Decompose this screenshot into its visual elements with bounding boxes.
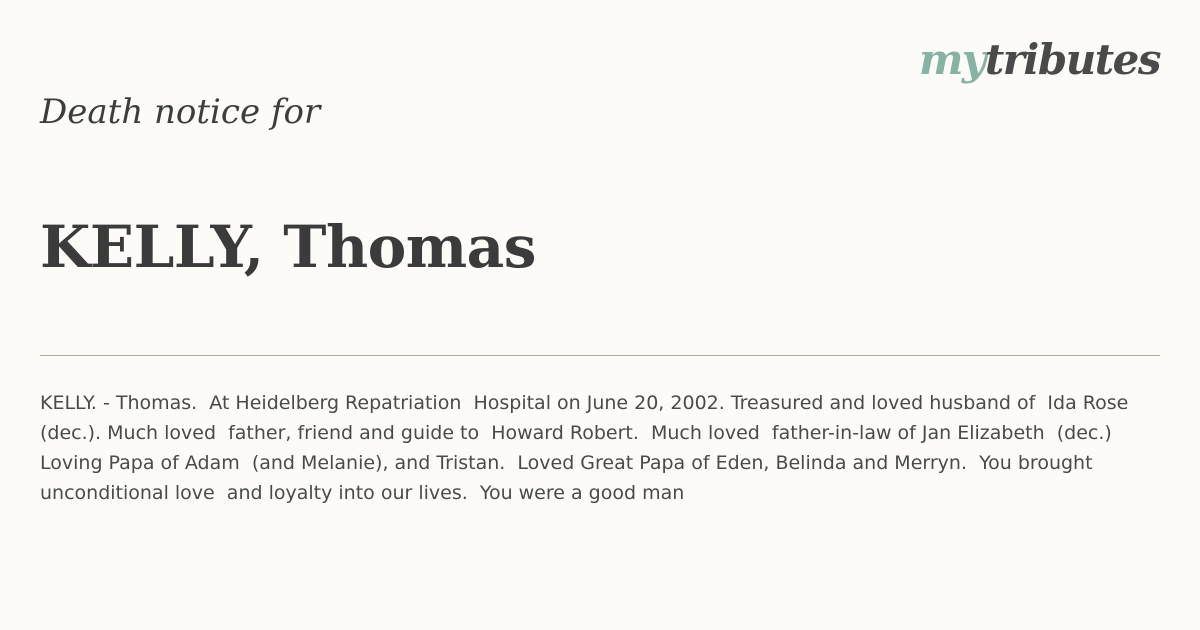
logo-tributes-text: tributes [984,35,1160,84]
mytributes-logo[interactable] [919,32,1160,88]
logo-my-text: my [918,35,985,84]
deceased-name: KELLY, Thomas [40,213,536,281]
death-notice-heading: Death notice for [40,92,321,132]
divider [40,355,1160,356]
notice-text: KELLY. - Thomas. At Heidelberg Repatriation Hospital on June 20, 2002. Treasured and loved husband of Ida Rose (dec.). Much loved father, friend and guide to Howard Robert. Much loved father-in-law of Jan Elizabeth (dec.) Loving Papa of Adam (and Melanie), and Tristan. Loved Great Papa of Eden, Belinda and Merryn. You brought unconditional love and loyalty into our lives. You were a good man [40,392,1135,504]
